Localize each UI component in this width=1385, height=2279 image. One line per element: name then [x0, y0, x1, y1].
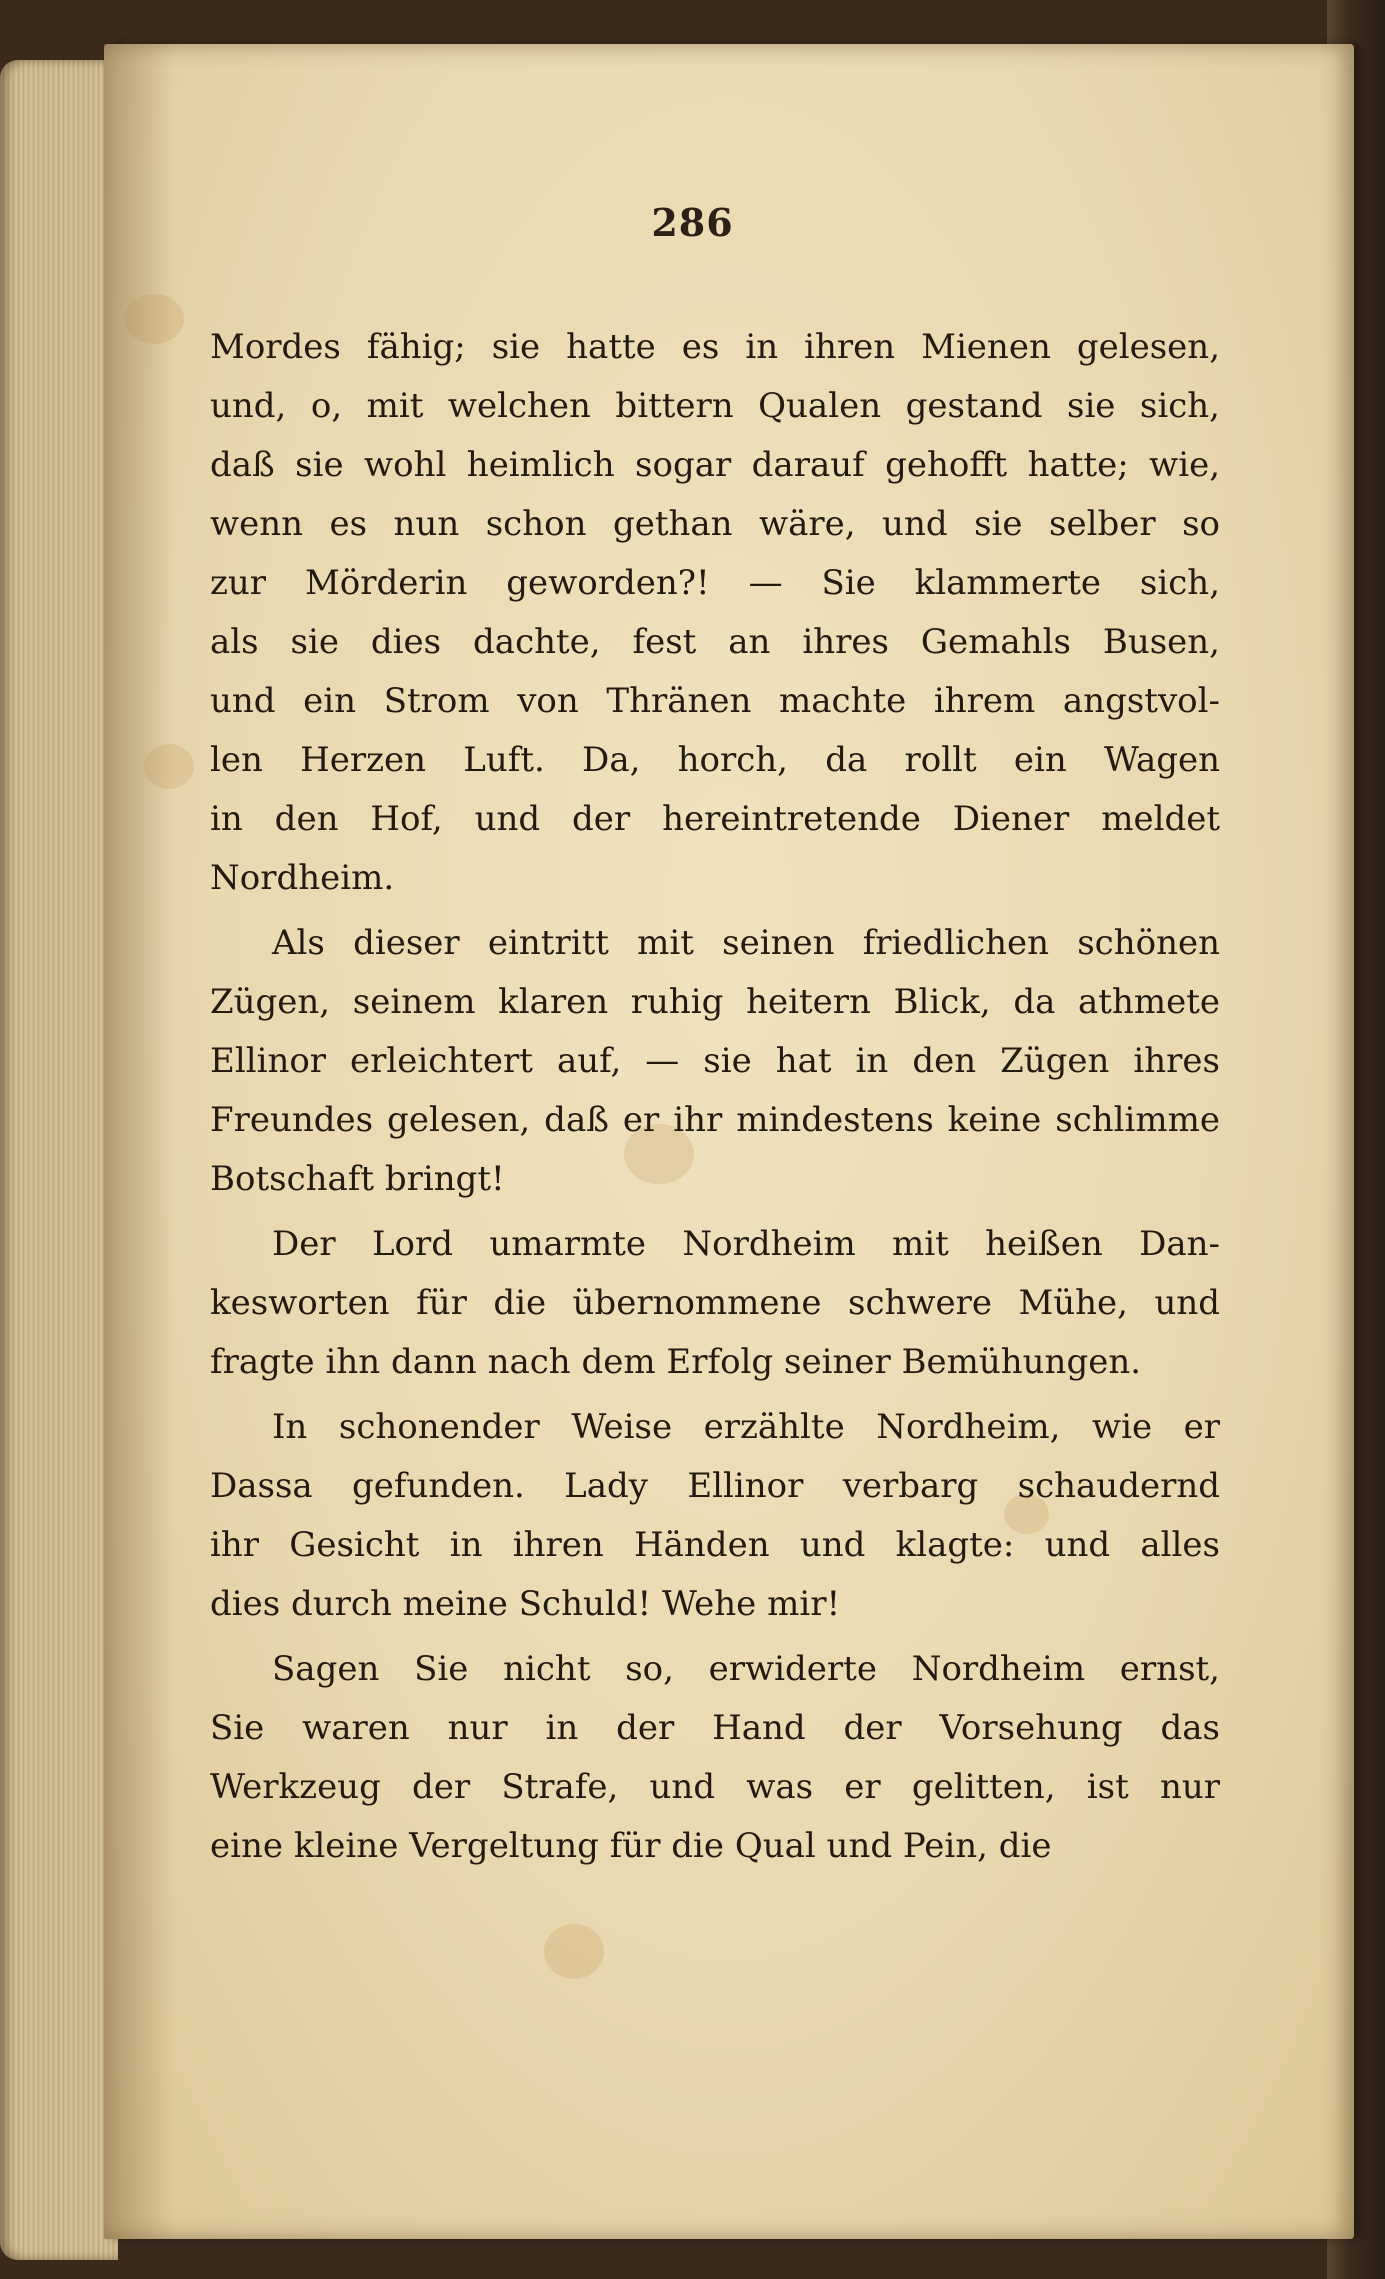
text-line: zur Mörderin geworden?! — Sie klammerte sich,: [210, 563, 1220, 603]
page-number: 286: [651, 200, 734, 245]
text-line: Freundes gelesen, daß er ihr mindestens keine schlimme: [210, 1100, 1220, 1140]
text-line: fragte ihn dann nach dem Erfolg seiner Bemühungen.: [210, 1342, 1142, 1382]
paragraph: [210, 1215, 1220, 1392]
text-line: wenn es nun schon gethan wäre, und sie selber so: [210, 504, 1220, 544]
text-line: Ellinor erleichtert auf, — sie hat in den Zügen ihres: [210, 1041, 1220, 1081]
foxing-spot: [544, 1924, 604, 1979]
text-line: Botschaft bringt!: [210, 1159, 505, 1199]
text-line: Als dieser eintritt mit seinen friedlichen schönen: [272, 923, 1220, 963]
gutter-shadow: [104, 44, 174, 2239]
text-line: Sagen Sie nicht so, erwiderte Nordheim ernst,: [272, 1649, 1220, 1689]
text-line: als sie dies dachte, fest an ihres Gemahls Busen,: [210, 622, 1220, 662]
paragraph: [210, 914, 1220, 1209]
paragraph: [210, 1640, 1220, 1876]
paragraph: [210, 1398, 1220, 1634]
text-line: Werkzeug der Strafe, und was er gelitten, ist nur: [210, 1767, 1220, 1807]
text-line: Nordheim.: [210, 858, 395, 898]
text-line: und, o, mit welchen bittern Qualen gestand sie sich,: [210, 386, 1220, 426]
text-line: kesworten für die übernommene schwere Mühe, und: [210, 1283, 1220, 1323]
paragraph: [210, 318, 1220, 908]
text-line: len Herzen Luft. Da, horch, da rollt ein Wagen: [210, 740, 1220, 780]
page-stack-edges: [0, 60, 118, 2260]
text-line: in den Hof, und der hereintretende Diener meldet: [210, 799, 1220, 839]
text-line: daß sie wohl heimlich sogar darauf gehofft hatte; wie,: [210, 445, 1220, 485]
text-line: In schonender Weise erzählte Nordheim, wie er: [272, 1407, 1220, 1447]
text-line: dies durch meine Schuld! Wehe mir!: [210, 1584, 841, 1624]
text-line: Der Lord umarmte Nordheim mit heißen Dan-: [272, 1224, 1220, 1264]
text-line: ihr Gesicht in ihren Händen und klagte: und alles: [210, 1525, 1220, 1565]
text-line: Sie waren nur in der Hand der Vorsehung das: [210, 1708, 1220, 1748]
text-line: und ein Strom von Thränen machte ihrem angstvol-: [210, 681, 1220, 721]
text-line: Dassa gefunden. Lady Ellinor verbarg schaudernd: [210, 1466, 1220, 1506]
text-line: Zügen, seinem klaren ruhig heitern Blick, da athmete: [210, 982, 1220, 1022]
text-line: eine kleine Vergeltung für die Qual und Pein, die: [210, 1826, 1052, 1866]
text-line: Mordes fähig; sie hatte es in ihren Mienen gelesen,: [210, 327, 1220, 367]
foxing-spot: [144, 744, 194, 789]
body-text: [210, 318, 1220, 1876]
foxing-spot: [124, 294, 184, 344]
